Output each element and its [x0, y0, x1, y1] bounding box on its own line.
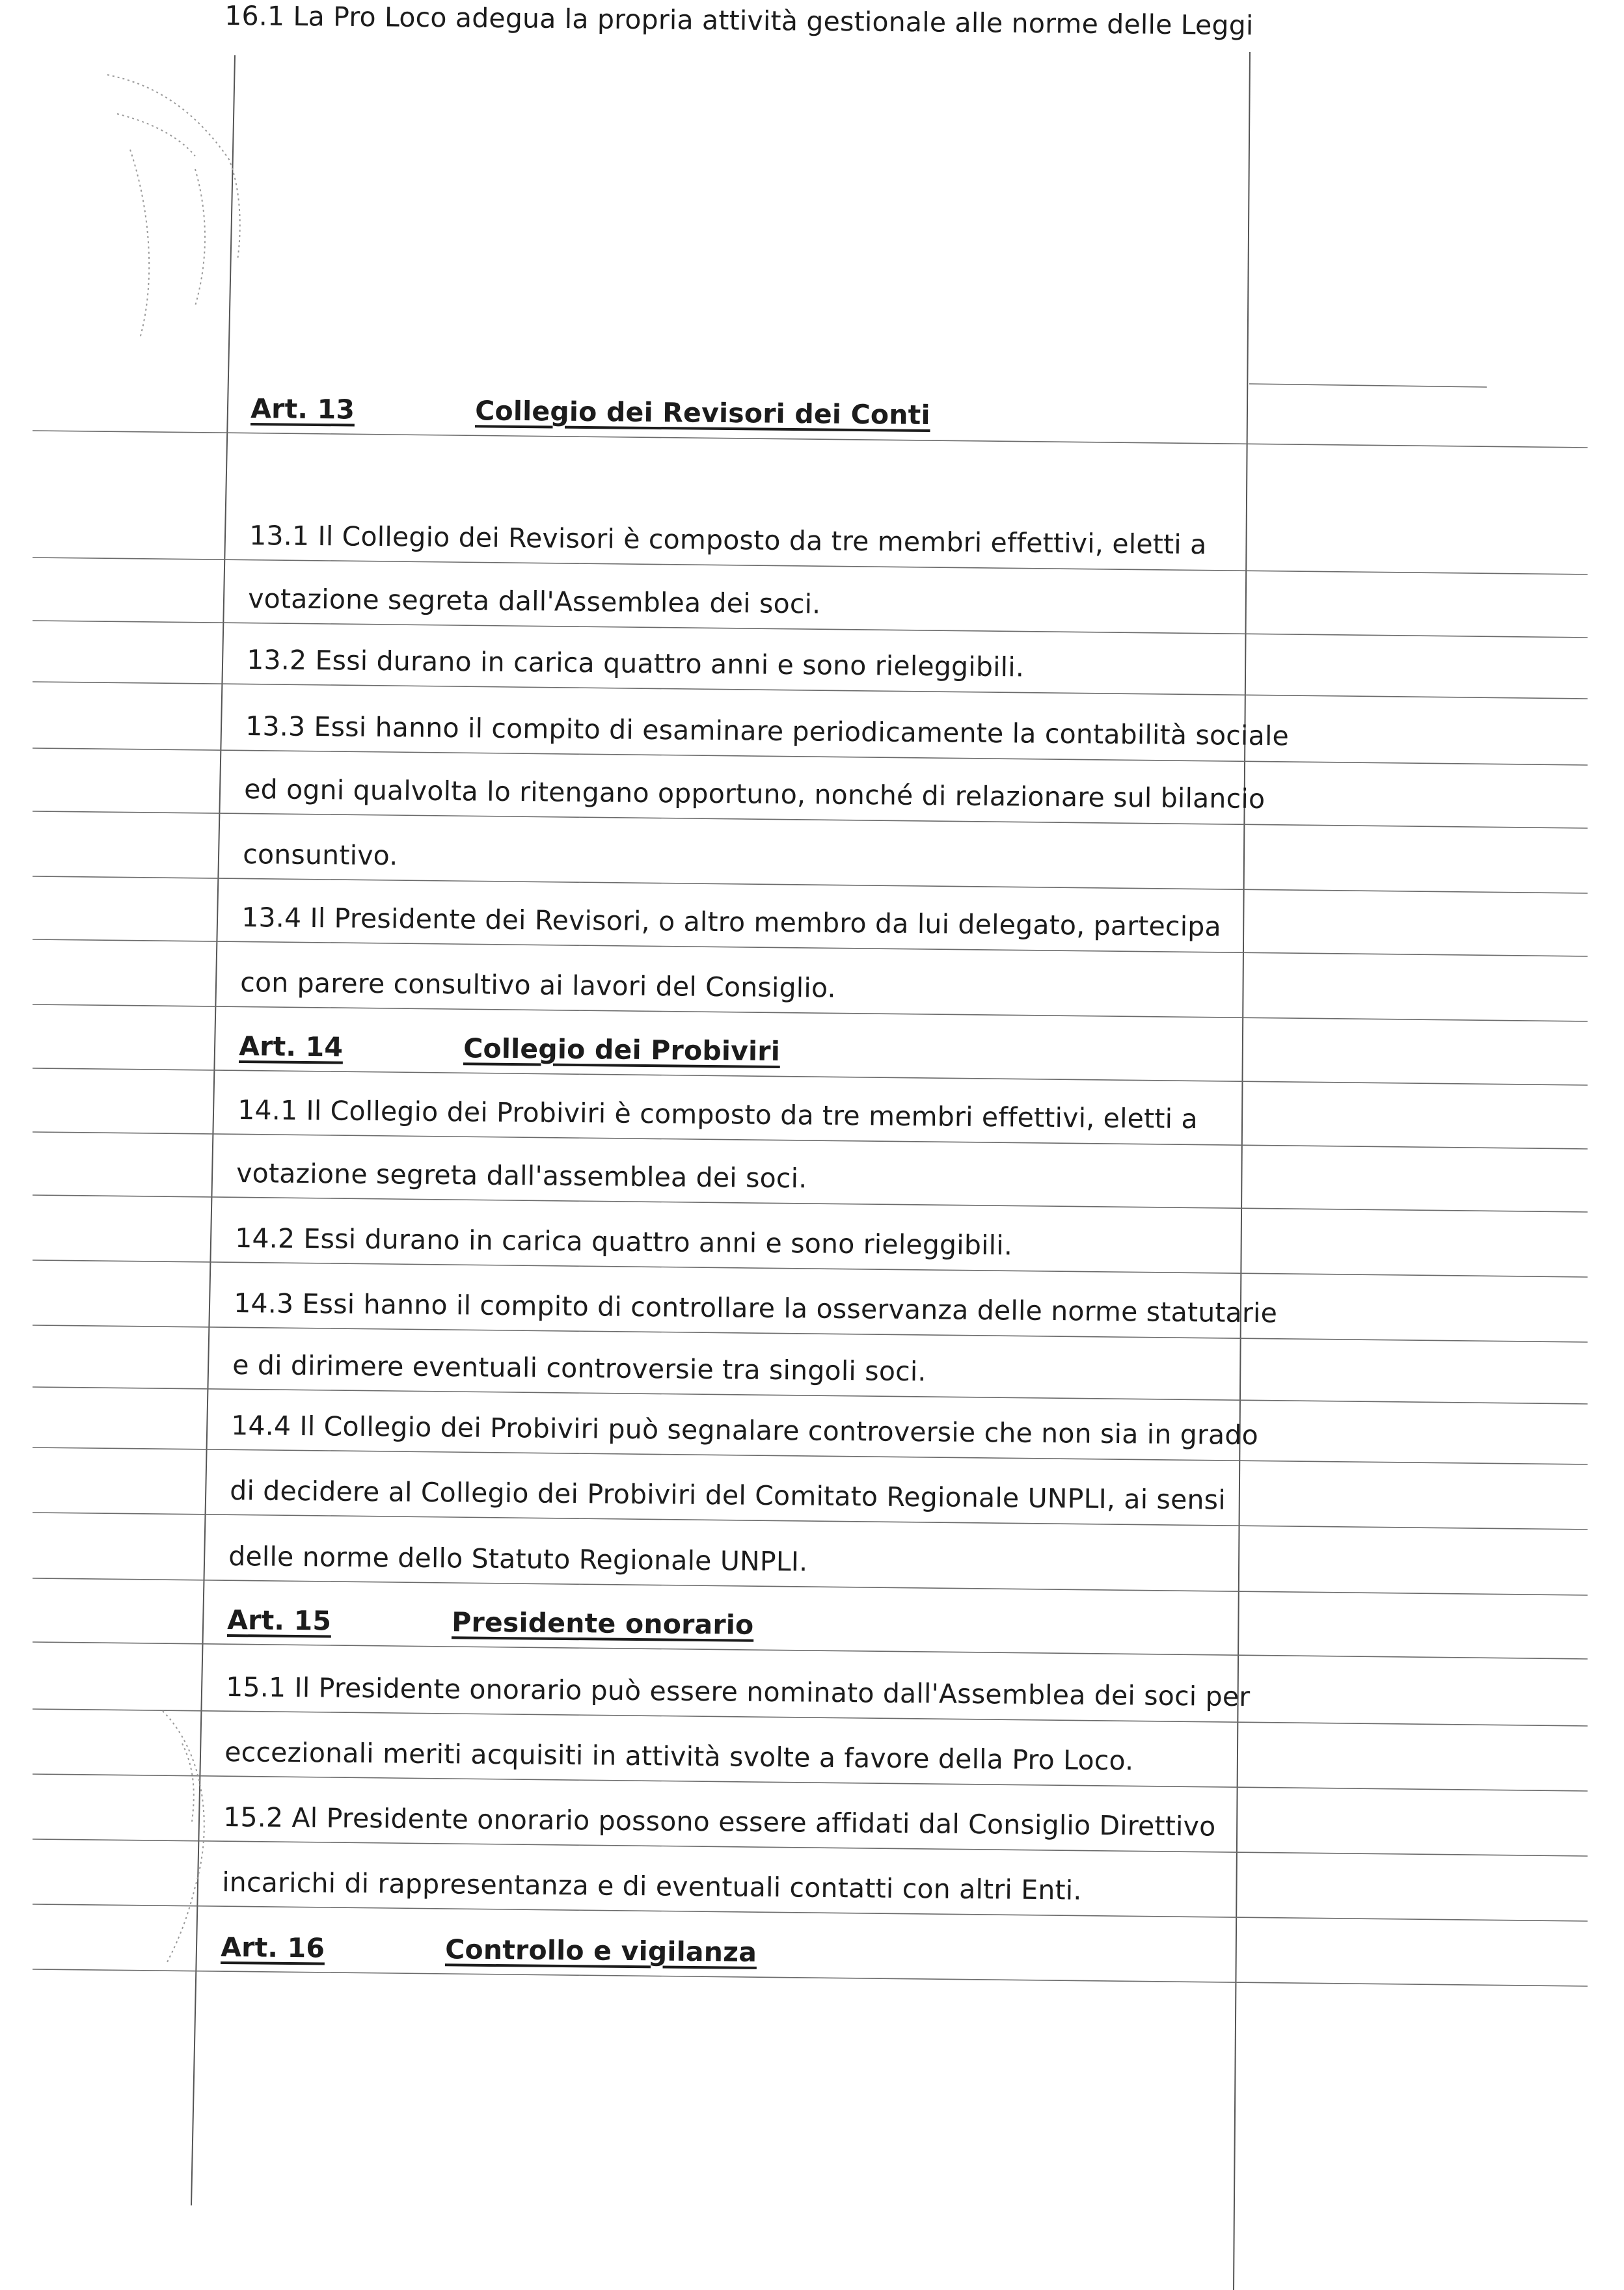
ruled-line: [33, 1578, 1588, 1595]
ruled-line: [33, 1969, 1588, 1986]
paragraph-line: 15.2 Al Presidente onorario possono essere affidati dal Consiglio Direttivo: [223, 1801, 1216, 1842]
paragraph-line: 15.1 Il Presidente onorario può essere nominato dall'Assemblea dei soci per: [226, 1671, 1251, 1713]
ruled-line: [33, 876, 1588, 893]
paragraph-line: votazione segreta dall'Assemblea dei soci.: [248, 583, 821, 620]
ruled-line: [33, 1642, 1588, 1659]
article-number: Art. 15: [227, 1604, 332, 1637]
ruled-line: [33, 1448, 1588, 1464]
article-heading: [239, 1030, 780, 1067]
ruled-line: [33, 748, 1588, 765]
seal-stamp-icon: [107, 75, 240, 260]
ruled-line: [1249, 384, 1487, 387]
paragraph-line: votazione segreta dall'assemblea dei soci.: [236, 1157, 807, 1194]
right-margin-line: [1234, 52, 1250, 2290]
article-number: Art. 13: [250, 393, 355, 425]
article-heading: [250, 393, 930, 431]
article-title: Collegio dei Probiviri: [463, 1032, 781, 1067]
ruled-line: [33, 1513, 1588, 1529]
paragraph-line: ed ogni qualvolta lo ritengano opportuno, nonché di relazionare sul bilancio: [244, 774, 1265, 815]
paragraph-line: 14.1 Il Collegio dei Probiviri è composto da tre membri effettivi, eletti a: [237, 1094, 1198, 1135]
ruled-line: [33, 1774, 1588, 1791]
paragraph-line: 13.2 Essi durano in carica quattro anni e sono rieleggibili.: [247, 644, 1025, 683]
seal-stamp-icon: [163, 1711, 204, 1965]
article-heading: [227, 1604, 754, 1641]
ruled-line: [33, 621, 1588, 638]
paragraph-line: 14.4 Il Collegio dei Probiviri può segnalare controversie che non sia in grado: [231, 1410, 1259, 1451]
article-title: Controllo e vigilanza: [444, 1933, 757, 1968]
paragraph-line: eccezionali meriti acquisiti in attività svolte a favore della Pro Loco.: [224, 1736, 1134, 1777]
seal-stamp-top: [107, 75, 240, 338]
ruled-line: [33, 1387, 1588, 1404]
article-number: Art. 14: [239, 1030, 344, 1063]
ruled-line: [33, 1839, 1588, 1856]
ruled-line: [33, 1260, 1588, 1277]
paragraph-line: con parere consultivo ai lavori del Consiglio.: [240, 967, 837, 1004]
paragraph-line: 14.3 Essi hanno il compito di controllare la osservanza delle norme statutarie: [234, 1287, 1278, 1329]
paragraph-line: 13.1 Il Collegio dei Revisori è composto da tre membri effettivi, eletti a: [249, 520, 1207, 561]
ruled-line: [33, 811, 1588, 828]
paragraph-line: 13.3 Essi hanno il compito di esaminare periodicamente la contabilità sociale: [245, 710, 1290, 752]
ruled-line: [33, 939, 1588, 956]
ruled-line: [33, 682, 1588, 699]
paragraph-line: 13.4 Il Presidente dei Revisori, o altro membro da lui delegato, partecipa: [241, 902, 1222, 943]
ruled-line: [33, 1132, 1588, 1149]
seal-stamp-bottom: [163, 1711, 204, 1965]
ruled-line: [33, 1195, 1588, 1212]
paragraph-line: 14.2 Essi durano in carica quattro anni e sono rieleggibili.: [235, 1222, 1013, 1261]
ruled-line: [33, 1325, 1588, 1342]
paragraph-line: e di dirimere eventuali controversie tra singoli soci.: [232, 1349, 927, 1388]
ruled-line: [33, 1904, 1588, 1921]
paragraph-line: consuntivo.: [243, 839, 398, 872]
article-title: Presidente onorario: [451, 1606, 754, 1641]
paragraph-line: di decidere al Collegio dei Probiviri del Comitato Regionale UNPLI, ai sensi: [230, 1475, 1226, 1516]
article-number: Art. 16: [221, 1932, 325, 1964]
paragraph-line: incarichi di rappresentanza e di eventuali contatti con altri Enti.: [222, 1866, 1082, 1906]
ruled-line: [33, 558, 1588, 574]
ruled-line: [33, 1068, 1588, 1085]
ruled-line: [33, 431, 1588, 448]
paragraph-line: 16.1 La Pro Loco adegua la propria attività gestionale alle norme delle Leggi: [224, 0, 1254, 42]
ruled-line: [33, 1709, 1588, 1726]
ruled-line: [33, 1004, 1588, 1021]
paragraph-line: delle norme dello Statuto Regionale UNPLI.: [228, 1541, 808, 1578]
article-heading: [221, 1932, 757, 1968]
article-title: Collegio dei Revisori dei Conti: [474, 395, 930, 431]
